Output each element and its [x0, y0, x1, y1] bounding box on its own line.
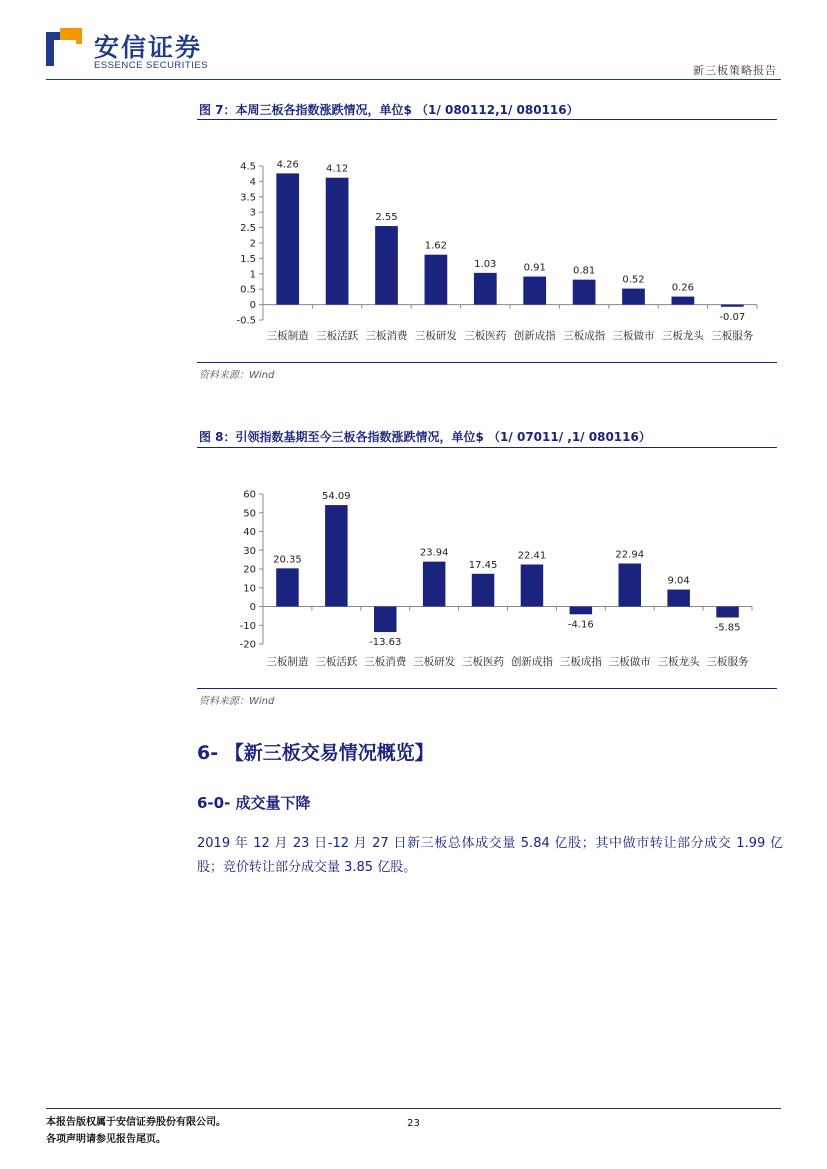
category-label: 创新成指 [513, 330, 556, 342]
data-label: 0.91 [523, 262, 546, 274]
data-label: 4.26 [276, 159, 299, 171]
data-label: 22.41 [517, 550, 547, 562]
body-paragraph: 2019 年 12 月 23 日-12 月 27 日新三板总体成交量 5.84 亿股；其中做市转让部分成交 1.99 亿股；竞价转让部分成交量 3.85 亿股。 [197, 836, 783, 875]
logo-english: ESSENCE SECURITIES [94, 60, 209, 71]
y-tick-label: 0 [249, 300, 256, 312]
figure-7-top-rule [197, 119, 777, 120]
y-tick-label: -0.5 [236, 315, 256, 327]
section-heading: 6- 【新三板交易情况概览】 [197, 742, 434, 764]
y-tick-label: -10 [239, 620, 256, 632]
bar [523, 277, 546, 305]
figure-8-top-rule [197, 447, 777, 448]
bar [474, 273, 497, 305]
bar [521, 564, 543, 606]
y-tick-label: 1.5 [240, 253, 256, 265]
figure-8-title: 图 8：引领指数基期至今三板各指数涨跌情况，单位$ （1/ 07011/ ,1/ 080116） [199, 430, 651, 444]
bar [276, 568, 298, 606]
bar [325, 505, 347, 606]
data-label: 54.09 [322, 491, 351, 503]
category-label: 三板消费 [365, 330, 408, 342]
category-label: 三板龙头 [657, 656, 700, 668]
category-label: 三板医药 [462, 656, 505, 668]
y-tick-label: 3 [249, 207, 256, 219]
y-tick-label: 60 [243, 489, 256, 501]
category-label: 三板做市 [612, 330, 655, 342]
bar [425, 255, 448, 305]
data-label: 0.81 [572, 265, 596, 277]
footer-notice: 各项声明请参见报告尾页。 [46, 1134, 166, 1145]
y-tick-label: 20 [243, 564, 256, 576]
data-label: -4.16 [567, 619, 594, 631]
data-label: 17.45 [468, 559, 498, 571]
bar [619, 563, 641, 606]
footer-divider [46, 1108, 781, 1109]
data-label: 20.35 [273, 554, 302, 566]
figure-8-bottom-rule [197, 688, 777, 689]
bar [721, 305, 744, 307]
y-tick-label: 0.5 [240, 284, 256, 296]
page-number: 23 [407, 1118, 420, 1129]
y-tick-label: 1 [249, 269, 256, 281]
category-label: 三板成指 [563, 330, 606, 342]
figure-8-chart [197, 470, 777, 685]
data-label: -13.63 [369, 637, 402, 649]
figure-7-source: 资料来源：Wind [199, 370, 275, 381]
y-tick-label: 4.5 [240, 161, 256, 173]
figure-7-chart [197, 140, 777, 360]
category-label: 三板龙头 [661, 330, 704, 342]
y-tick-label: -20 [239, 639, 256, 651]
data-label: 2.55 [375, 212, 398, 224]
y-tick-label: 3.5 [240, 192, 256, 204]
bar [472, 574, 494, 607]
footer-copyright: 本报告版权属于安信证券股份有限公司。 [46, 1117, 226, 1128]
category-label: 三板研发 [413, 656, 456, 668]
category-label: 创新成指 [510, 656, 553, 668]
data-label: 1.03 [474, 258, 497, 270]
y-tick-label: 10 [243, 583, 256, 595]
bar [375, 226, 398, 305]
data-label: 9.04 [667, 575, 690, 587]
category-label: 三板活跃 [316, 330, 359, 342]
category-label: 三板服务 [711, 330, 754, 342]
figure-8-source: 资料来源：Wind [199, 696, 275, 707]
bar [716, 607, 738, 618]
data-label: 1.62 [424, 240, 448, 252]
y-tick-label: 40 [243, 527, 256, 538]
company-logo [46, 28, 256, 74]
category-label: 三板医药 [464, 330, 507, 342]
category-label: 三板做市 [608, 656, 651, 668]
category-label: 三板研发 [414, 330, 457, 342]
category-label: 三板制造 [266, 330, 309, 342]
y-tick-label: 2.5 [240, 223, 256, 235]
data-label: 22.94 [615, 549, 645, 561]
category-label: 三板活跃 [315, 656, 358, 668]
bar [374, 607, 396, 633]
y-tick-label: 0 [249, 602, 256, 613]
logo-chinese: 安信证券 [94, 33, 203, 62]
bar [573, 280, 596, 305]
y-tick-label: 30 [243, 545, 256, 557]
data-label: 0.26 [671, 282, 695, 294]
data-label: -5.85 [714, 622, 741, 634]
logo-mark-icon [46, 28, 84, 68]
bar [667, 590, 689, 607]
category-label: 三板成指 [559, 656, 602, 668]
bar [423, 562, 445, 607]
category-label: 三板消费 [364, 656, 407, 668]
y-tick-label: 2 [249, 238, 256, 250]
data-label: 23.94 [419, 547, 449, 559]
header-divider [46, 79, 781, 80]
bar [326, 178, 349, 305]
category-label: 三板服务 [706, 656, 749, 668]
bar [570, 607, 592, 615]
category-label: 三板制造 [266, 656, 309, 668]
figure-7-title: 图 7：本周三板各指数涨跌情况，单位$ （1/ 080112,1/ 080116） [199, 103, 579, 117]
report-name: 新三板策略报告 [693, 64, 777, 77]
bar [672, 297, 695, 305]
bar [276, 173, 299, 304]
subsection-heading: 6-0- 成交量下降 [197, 794, 311, 812]
y-tick-label: 50 [243, 508, 256, 520]
data-label: 4.12 [325, 163, 349, 175]
data-label: -0.07 [719, 311, 746, 323]
data-label: 0.52 [622, 274, 645, 286]
figure-7-bottom-rule [197, 362, 777, 363]
bar [622, 289, 645, 305]
y-tick-label: 4 [249, 176, 256, 188]
